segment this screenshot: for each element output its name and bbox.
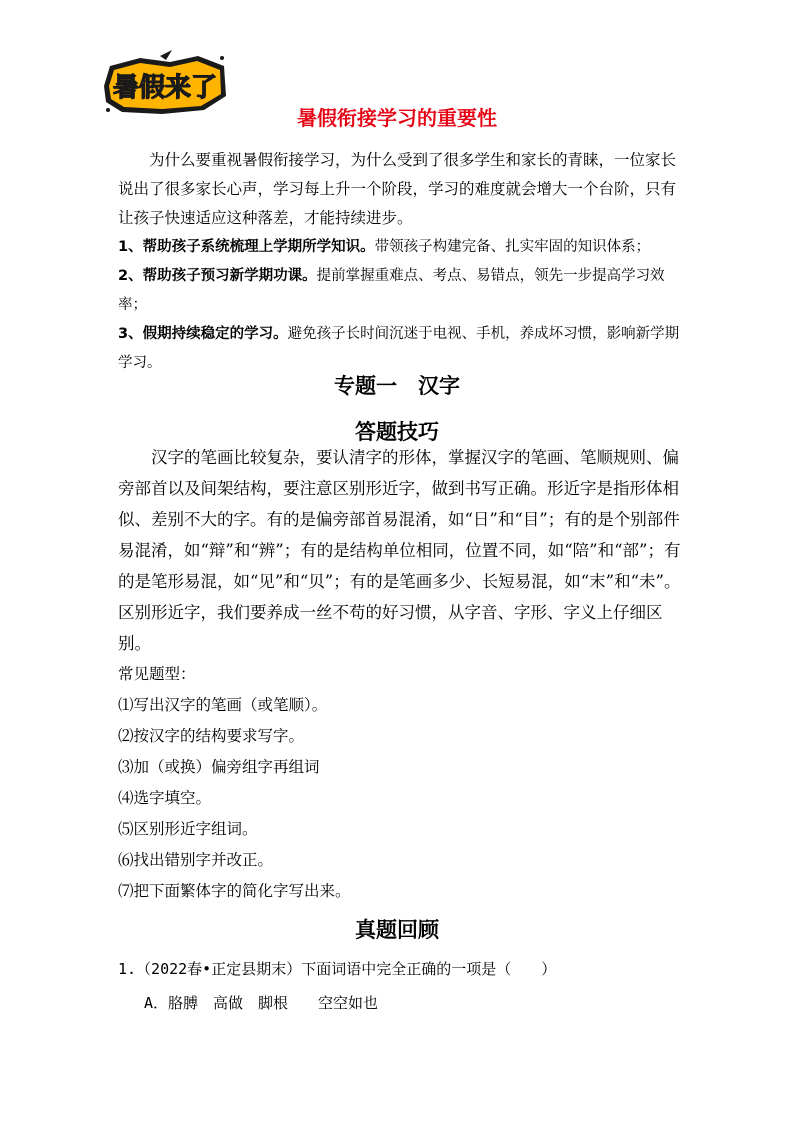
question-type-item: ⑺把下面繁体字的简化字写出来。 bbox=[118, 882, 351, 900]
question-types-label: 常见题型： bbox=[118, 665, 196, 683]
intro-point-1 bbox=[118, 233, 684, 262]
logo-lettering: 暑假来了 bbox=[112, 73, 218, 103]
topic-title: 专题一 汉字 bbox=[334, 374, 460, 398]
question-type-item: ⑷选字填空。 bbox=[118, 789, 212, 807]
skills-note: 区别形近字，我们要养成一丝不苟的好习惯，从字音、字形、字义上仔细区别。 bbox=[118, 603, 663, 653]
intro-point-2-bold: 2、帮助孩子预习新学期功课。 bbox=[118, 268, 317, 284]
intro-point-3-text: 避免孩子长时间沉迷于电视、手机，养成坏习惯，影响新学期学习。 bbox=[118, 326, 680, 371]
intro-point-2 bbox=[118, 262, 684, 320]
intro-paragraph: 为什么要重视暑假衔接学习，为什么受到了很多学生和家长的青睐，一位家长说出了很多家长心声，学习每上升一个阶段，学习的难度就会增大一个台阶，只有让孩子快速适应这种落差，才能持续进步。 bbox=[118, 151, 677, 227]
question-type-item: ⑵按汉字的结构要求写字。 bbox=[118, 727, 305, 745]
question-type-item: ⑶加（或换）偏旁组字再组词 bbox=[118, 758, 320, 776]
intro-point-1-text: 带领孩子构建完备、扎实牢固的知识体系； bbox=[374, 239, 651, 255]
skills-title: 答题技巧 bbox=[355, 420, 439, 444]
intro-point-1-bold: 1、帮助孩子系统梳理上学期所学知识。 bbox=[118, 239, 375, 255]
skills-paragraph: 汉字的笔画比较复杂，要认清字的形体，掌握汉字的笔画、笔顺规则、偏旁部首以及间架结构，要注意区别形近字，做到书写正确。形近字是指形体相似、差别不大的字。有的是偏旁部首易混淆，如“日”和“目”；有的是个别部件易混淆，如“辩”和“辨”；有的是结构单位相同，位置不同，如“陪”和“部”；有的是笔形易混，如“见”和“贝”；有的是笔画多少、长短易混，如“末”和“未”。 bbox=[118, 448, 681, 591]
review-title: 真题回顾 bbox=[355, 918, 439, 942]
question-type-item: ⑹找出错别字并改正。 bbox=[118, 851, 274, 869]
review-section bbox=[118, 952, 684, 1020]
question-1: 1.（2022春•正定县期末）下面词语中完全正确的一项是（ ） bbox=[118, 960, 557, 978]
document-title: 暑假衔接学习的重要性 bbox=[297, 106, 497, 130]
question-1-option-a: A．胳膊 高做 脚根 空空如也 bbox=[144, 994, 379, 1012]
intro-point-2-text: 提前掌握重难点、考点、易错点，领先一步提高学习效率； bbox=[118, 268, 665, 313]
intro-point-3-bold: 3、假期持续稳定的学习。 bbox=[118, 326, 288, 342]
question-type-item: ⑸区别形近字组词。 bbox=[118, 820, 258, 838]
intro-section bbox=[118, 146, 684, 378]
question-type-item: ⑴写出汉字的笔画（或笔顺）。 bbox=[118, 696, 328, 714]
skills-section bbox=[118, 442, 684, 907]
